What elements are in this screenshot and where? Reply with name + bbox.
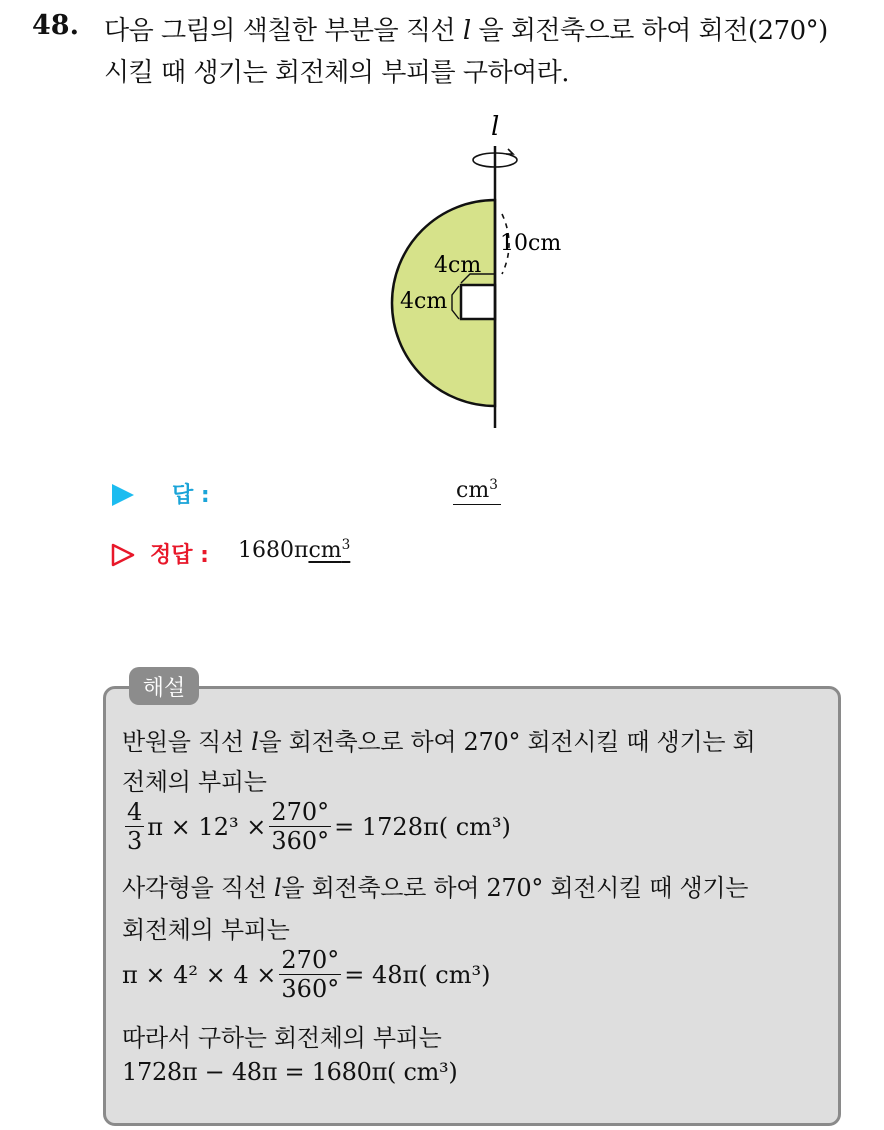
solution-formula2 bbox=[122, 948, 490, 1002]
question-text-line1 bbox=[104, 10, 828, 47]
square-side-label: 4cm bbox=[400, 289, 448, 314]
solution-text: 을 회전축으로 하여 270° 회전시킬 때 생기는 bbox=[281, 874, 749, 902]
correct-answer-row bbox=[108, 538, 628, 574]
solution-line5: 회전체의 부피는 bbox=[122, 916, 290, 944]
answer-unit: cm bbox=[456, 478, 490, 503]
solution-text: 사각형을 직선 bbox=[122, 874, 267, 902]
fraction-angle bbox=[279, 948, 341, 1002]
fraction-angle bbox=[269, 800, 331, 854]
question-text-part: 다음 그림의 색칠한 부분을 직선 bbox=[104, 16, 456, 46]
correct-unit-underlined bbox=[308, 538, 350, 563]
line-variable: l bbox=[251, 728, 259, 756]
solution-text: 반원을 직선 bbox=[122, 728, 244, 756]
line-variable: l bbox=[273, 874, 282, 902]
answer-row bbox=[108, 478, 628, 514]
answer-label: 답 : bbox=[172, 483, 210, 508]
solution-line2: 전체의 부피는 bbox=[122, 768, 267, 796]
fraction-denominator: 360° bbox=[271, 827, 330, 856]
answer-blank[interactable] bbox=[453, 478, 501, 505]
axis-label: l bbox=[491, 112, 500, 142]
correct-answer-label: 정답 : bbox=[150, 543, 209, 568]
arrowhead-icon bbox=[506, 149, 513, 154]
formula-left: π × 4² × 4 × bbox=[122, 961, 277, 990]
formula-middle: π × 12³ × bbox=[147, 813, 267, 842]
question-text-part: 을 회전축으로 하여 회전(270°) bbox=[478, 16, 828, 46]
formula-result: = 1728π( cm³) bbox=[334, 813, 511, 842]
solution-tag: 해설 bbox=[129, 667, 199, 705]
solution-line4 bbox=[122, 868, 748, 903]
solution-line8: 1728π − 48π = 1680π( cm³) bbox=[122, 1058, 458, 1086]
solution-line7: 따라서 구하는 회전체의 부피는 bbox=[122, 1024, 442, 1052]
correct-answer-value bbox=[238, 538, 350, 563]
play-arrow-icon bbox=[112, 484, 134, 506]
correct-unit-exp: 3 bbox=[341, 536, 351, 553]
line-variable: l bbox=[462, 16, 471, 46]
inner-square bbox=[461, 285, 495, 319]
answer-unit-exp: 3 bbox=[489, 476, 498, 493]
fraction-denominator: 360° bbox=[281, 975, 340, 1004]
solution-line1 bbox=[122, 722, 755, 757]
outlined-triangle-icon bbox=[110, 542, 136, 568]
figure-svg bbox=[330, 110, 650, 440]
correct-value: 1680π bbox=[238, 538, 309, 563]
solution-formula1 bbox=[122, 800, 511, 854]
radius-label: 10cm bbox=[500, 231, 562, 256]
correct-unit: cm bbox=[308, 538, 342, 563]
formula-result: = 48π( cm³) bbox=[344, 961, 491, 990]
fraction-numerator: 270° bbox=[281, 946, 340, 974]
fraction-numerator: 270° bbox=[271, 798, 330, 826]
question-number: 48. bbox=[32, 10, 79, 41]
fraction-four-thirds bbox=[125, 800, 144, 854]
fraction-denominator: 3 bbox=[127, 827, 143, 856]
solution-text: 을 회전축으로 하여 270° 회전시킬 때 생기는 회 bbox=[258, 728, 756, 756]
question-text-line2: 시킬 때 생기는 회전체의 부피를 구하여라. bbox=[104, 58, 570, 88]
rotation-figure bbox=[330, 110, 650, 440]
square-top-label: 4cm bbox=[434, 253, 482, 278]
fraction-numerator: 4 bbox=[127, 798, 143, 826]
